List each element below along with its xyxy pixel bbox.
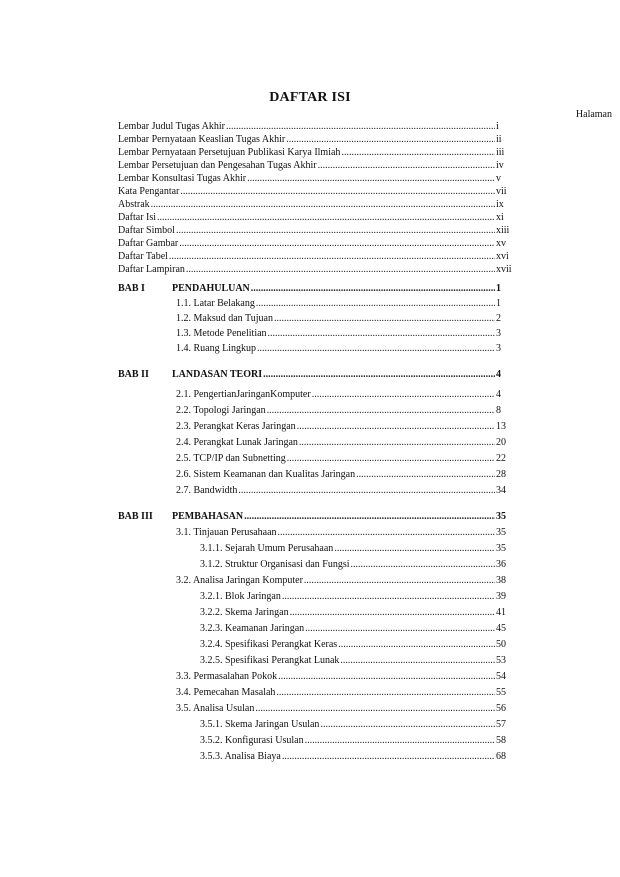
dot-leader bbox=[297, 420, 495, 433]
toc-entry bbox=[176, 342, 512, 355]
toc-entry-label: 2.2. Topologi Jaringan bbox=[176, 405, 266, 416]
toc-page-number: i bbox=[496, 121, 499, 132]
toc-page-number: 13 bbox=[496, 421, 506, 432]
toc-page-number: 1 bbox=[496, 298, 501, 309]
toc-entry-label: 3.2.4. Spesifikasi Perangkat Keras bbox=[200, 639, 338, 650]
dot-leader bbox=[180, 185, 495, 198]
toc-page-number: xvii bbox=[496, 264, 512, 275]
toc-entry bbox=[200, 558, 512, 571]
toc-page-number: 3 bbox=[496, 343, 501, 354]
toc-entry bbox=[176, 526, 512, 539]
toc-page-number: 36 bbox=[496, 559, 506, 570]
toc-page-number: 38 bbox=[496, 575, 506, 586]
toc-page-number: 35 bbox=[496, 543, 506, 554]
dot-leader bbox=[257, 342, 495, 355]
toc-entry-label: 1.1. Latar Belakang bbox=[176, 298, 255, 309]
dot-leader bbox=[338, 638, 495, 651]
toc-page-number: 55 bbox=[496, 687, 506, 698]
toc-page-number: xiii bbox=[496, 225, 510, 236]
toc-page-number: ix bbox=[496, 199, 504, 210]
dot-leader bbox=[287, 452, 495, 465]
dot-leader bbox=[151, 198, 495, 211]
toc-page-number: 54 bbox=[496, 671, 506, 682]
toc-entry bbox=[118, 237, 512, 250]
toc-page-number: 20 bbox=[496, 437, 506, 448]
toc-entry bbox=[118, 211, 512, 224]
dot-leader bbox=[278, 670, 495, 683]
toc-entry-label: 2.5. TCP/IP dan Subnetting bbox=[176, 453, 286, 464]
toc-chapter-row bbox=[118, 368, 512, 381]
toc-page-number: iv bbox=[496, 160, 504, 171]
toc-entry-label: Lembar Konsultasi Tugas Akhir bbox=[118, 173, 247, 184]
dot-leader bbox=[267, 404, 495, 417]
dot-leader bbox=[356, 468, 495, 481]
dot-leader bbox=[278, 526, 495, 539]
toc-entry-label: 3.1.1. Sejarah Umum Perusahaan bbox=[200, 543, 334, 554]
toc-page-number: 35 bbox=[496, 511, 506, 522]
toc-entry bbox=[176, 312, 512, 325]
toc-entry bbox=[200, 734, 512, 747]
dot-leader bbox=[157, 211, 495, 224]
toc-page-number: 4 bbox=[496, 389, 501, 400]
toc-entry-label: Daftar Lampiran bbox=[118, 264, 185, 275]
toc-entry bbox=[200, 606, 512, 619]
toc-page-number: 2 bbox=[496, 313, 501, 324]
toc-entry bbox=[176, 436, 512, 449]
toc-chapter-row bbox=[118, 282, 512, 295]
dot-leader bbox=[274, 312, 495, 325]
dot-leader bbox=[169, 250, 495, 263]
toc-entry bbox=[118, 198, 512, 211]
toc-entry-label: 3.5. Analisa Usulan bbox=[176, 703, 255, 714]
dot-leader bbox=[351, 558, 495, 571]
dot-leader bbox=[179, 237, 495, 250]
toc-entry bbox=[118, 120, 512, 133]
toc-entry bbox=[118, 146, 512, 159]
toc-entry-label: 3.5.3. Analisa Biaya bbox=[200, 751, 281, 762]
dot-leader bbox=[282, 590, 495, 603]
toc-entry-label: 2.4. Perangkat Lunak Jaringan bbox=[176, 437, 298, 448]
dot-leader bbox=[299, 436, 495, 449]
toc-entry-label: 3.2.5. Spesifikasi Perangkat Lunak bbox=[200, 655, 340, 666]
toc-page-number: ii bbox=[496, 134, 502, 145]
dot-leader bbox=[286, 133, 495, 146]
toc-entry-label: 1.3. Metode Penelitian bbox=[176, 328, 267, 339]
toc-entry bbox=[176, 327, 512, 340]
toc-page-number: 4 bbox=[496, 369, 501, 380]
dot-leader bbox=[255, 702, 495, 715]
toc-page-number: 22 bbox=[496, 453, 506, 464]
toc-page-number: 53 bbox=[496, 655, 506, 666]
toc-chapter-row bbox=[118, 510, 512, 523]
toc-entry-label: Lembar Judul Tugas Akhir bbox=[118, 121, 225, 132]
toc-entry-label: 2.7. Bandwidth bbox=[176, 485, 238, 496]
toc-entry-label: Abstrak bbox=[118, 199, 150, 210]
toc-entry-label: Daftar Simbol bbox=[118, 225, 175, 236]
toc-entry bbox=[200, 750, 512, 763]
toc-entry-label: 3.1.2. Struktur Organisasi dan Fungsi bbox=[200, 559, 350, 570]
dot-leader bbox=[263, 368, 495, 381]
chapter-title: PEMBAHASAN bbox=[172, 511, 244, 522]
toc-entry bbox=[176, 404, 512, 417]
dot-leader bbox=[305, 734, 495, 747]
toc-entry bbox=[200, 654, 512, 667]
toc-entry bbox=[118, 133, 512, 146]
toc-entry bbox=[176, 468, 512, 481]
toc-page-number: xi bbox=[496, 212, 504, 223]
dot-leader bbox=[251, 282, 495, 295]
toc-page-number: xv bbox=[496, 238, 506, 249]
toc-entry bbox=[176, 686, 512, 699]
toc-entry-label: 2.1. PengertianJaringanKomputer bbox=[176, 389, 311, 400]
toc-entry bbox=[200, 638, 512, 651]
toc-entry-label: Daftar Tabel bbox=[118, 251, 168, 262]
toc-page-number: 68 bbox=[496, 751, 506, 762]
toc-page-number: 45 bbox=[496, 623, 506, 634]
dot-leader bbox=[304, 574, 495, 587]
toc-page-number: 57 bbox=[496, 719, 506, 730]
toc-entry bbox=[176, 297, 512, 310]
toc-page-number: 39 bbox=[496, 591, 506, 602]
toc-entry bbox=[118, 250, 512, 263]
toc-entry bbox=[176, 452, 512, 465]
toc-page-number: 41 bbox=[496, 607, 506, 618]
toc-entry-label: 3.5.2. Konfigurasi Usulan bbox=[200, 735, 304, 746]
toc-entry bbox=[200, 718, 512, 731]
toc-entry bbox=[176, 702, 512, 715]
dot-leader bbox=[334, 542, 495, 555]
toc-entry-label: 3.3. Permasalahan Pokok bbox=[176, 671, 278, 682]
dot-leader bbox=[268, 327, 495, 340]
chapter-number: BAB II bbox=[118, 369, 149, 380]
dot-leader bbox=[290, 606, 495, 619]
toc-entry bbox=[118, 224, 512, 237]
toc-entry bbox=[176, 420, 512, 433]
toc-entry bbox=[118, 159, 512, 172]
toc-entry-label: Daftar Isi bbox=[118, 212, 157, 223]
toc-entry-label: 3.4. Pemecahan Masalah bbox=[176, 687, 276, 698]
toc-entry-label: 3.2.1. Blok Jaringan bbox=[200, 591, 281, 602]
dot-leader bbox=[282, 750, 495, 763]
dot-leader bbox=[305, 622, 495, 635]
dot-leader bbox=[238, 484, 495, 497]
toc-entry-label: Lembar Persetujuan dan Pengesahan Tugas Akhir bbox=[118, 160, 317, 171]
toc-entry-label: Daftar Gambar bbox=[118, 238, 179, 249]
dot-leader bbox=[276, 686, 495, 699]
chapter-title: PENDAHULUAN bbox=[172, 283, 250, 294]
toc-entry-label: 2.6. Sistem Keamanan dan Kualitas Jaringan bbox=[176, 469, 356, 480]
dot-leader bbox=[176, 224, 495, 237]
toc-entry bbox=[176, 484, 512, 497]
dot-leader bbox=[226, 120, 495, 133]
toc-entry bbox=[118, 172, 512, 185]
dot-leader bbox=[186, 263, 495, 276]
toc-entry bbox=[118, 263, 512, 276]
toc-entry-label: 1.2. Maksud dan Tujuan bbox=[176, 313, 273, 324]
chapter-title: LANDASAN TEORI bbox=[172, 369, 263, 380]
dot-leader bbox=[244, 510, 495, 523]
toc-entry bbox=[118, 185, 512, 198]
toc-page-number: 35 bbox=[496, 527, 506, 538]
toc-entry-label: 1.4. Ruang Lingkup bbox=[176, 343, 256, 354]
dot-leader bbox=[312, 388, 495, 401]
dot-leader bbox=[247, 172, 495, 185]
toc-page-number: 3 bbox=[496, 328, 501, 339]
toc-page-number: 50 bbox=[496, 639, 506, 650]
toc-entry bbox=[200, 542, 512, 555]
toc-entry-label: 3.2. Analisa Jaringan Komputer bbox=[176, 575, 303, 586]
toc-entry-label: 2.3. Perangkat Keras Jaringan bbox=[176, 421, 296, 432]
toc-page-number: iii bbox=[496, 147, 505, 158]
toc-entry bbox=[176, 574, 512, 587]
chapter-number: BAB III bbox=[118, 511, 153, 522]
dot-leader bbox=[340, 654, 495, 667]
toc-entry-label: Kata Pengantar bbox=[118, 186, 180, 197]
toc-page-number: 34 bbox=[496, 485, 506, 496]
toc-page-number: 58 bbox=[496, 735, 506, 746]
toc-entry bbox=[176, 670, 512, 683]
toc-entry bbox=[176, 388, 512, 401]
toc-page-number: 8 bbox=[496, 405, 501, 416]
toc-page-number: 56 bbox=[496, 703, 506, 714]
toc-entry-label: Lembar Pernyataan Keaslian Tugas Akhir bbox=[118, 134, 286, 145]
toc-entry bbox=[200, 590, 512, 603]
halaman-label: Halaman bbox=[575, 109, 612, 120]
toc-page-number: 1 bbox=[496, 283, 501, 294]
toc-entry-label: Lembar Pernyataan Persetujuan Publikasi Karya Ilmiah bbox=[118, 147, 341, 158]
toc-entry-label: 3.2.3. Keamanan Jaringan bbox=[200, 623, 305, 634]
chapter-number: BAB I bbox=[118, 283, 145, 294]
page-title: DAFTAR ISI bbox=[269, 90, 351, 105]
toc-entry-label: 3.5.1. Skema Jaringan Usulan bbox=[200, 719, 320, 730]
toc-entry bbox=[200, 622, 512, 635]
toc-page-number: 28 bbox=[496, 469, 506, 480]
dot-leader bbox=[341, 146, 495, 159]
dot-leader bbox=[256, 297, 495, 310]
toc-entry-label: 3.2.2. Skema Jaringan bbox=[200, 607, 289, 618]
dot-leader bbox=[320, 718, 495, 731]
dot-leader bbox=[318, 159, 495, 172]
toc-entry-label: 3.1. Tinjauan Perusahaan bbox=[176, 527, 277, 538]
toc-page-number: xvi bbox=[496, 251, 509, 262]
toc-page-number: vii bbox=[496, 186, 507, 197]
toc-page-number: v bbox=[496, 173, 501, 184]
